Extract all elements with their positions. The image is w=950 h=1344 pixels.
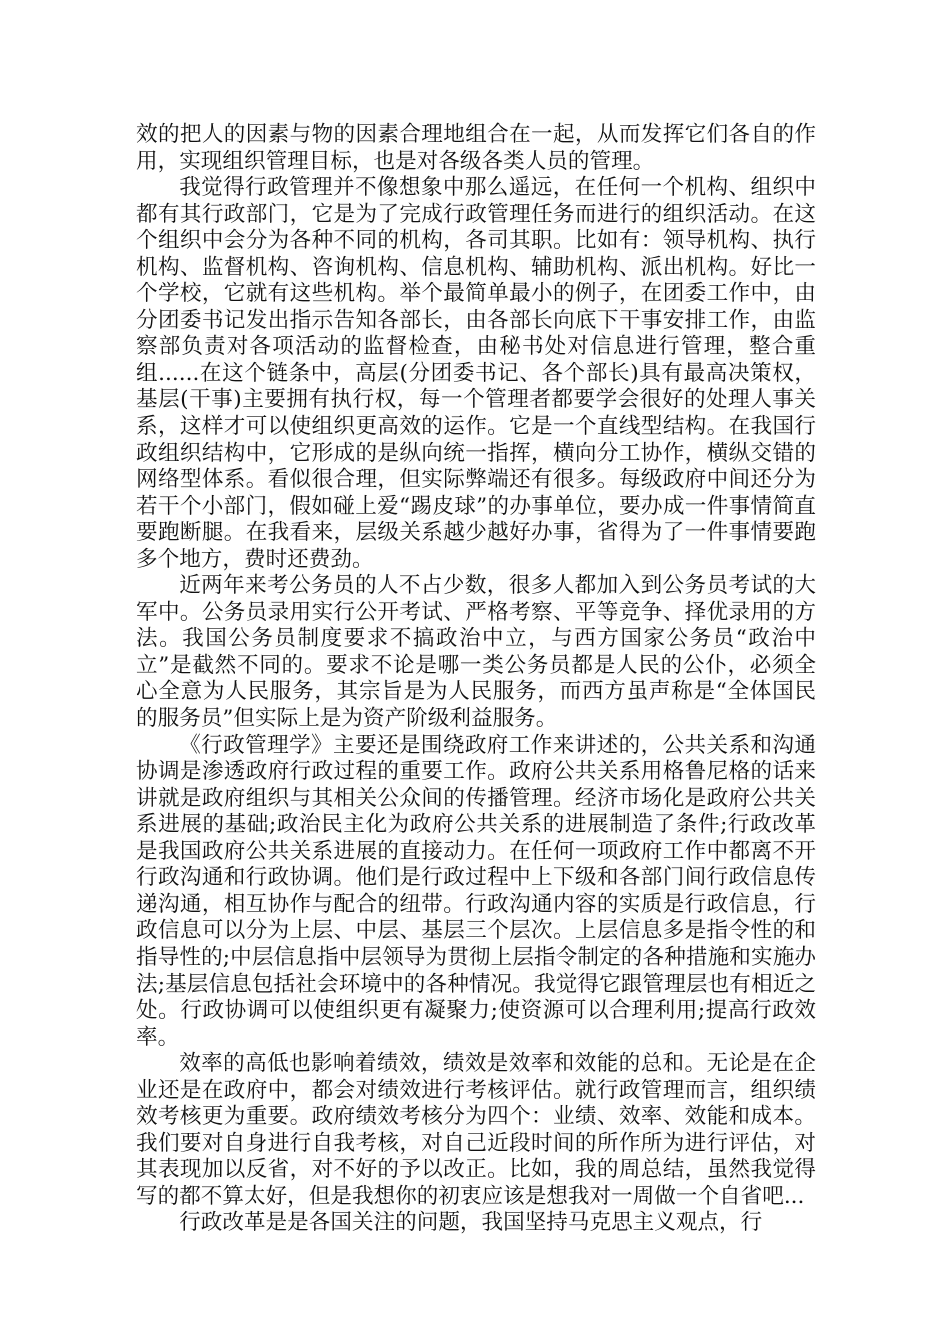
paragraph-3: 近两年来考公务员的人不占少数，很多人都加入到公务员考试的大军中。公务员录用实行公开考试、严格考察、平等竞争、择优录用的方法。我国公务员制度要求不搞政治中立，与西方国家公务员“政治中立”是截然不同的。要求不论是哪一类公务员都是人民的公仆，必须全心全意为人民服务，其宗旨是为人民服务，而西方虽声称是“全体国民的服务员”但实际上是为资产阶级利益服务。 [136, 573, 816, 732]
paragraph-2: 我觉得行政管理并不像想象中那么遥远，在任何一个机构、组织中都有其行政部门，它是为了完成行政管理任务而进行的组织活动。在这个组织中会分为各种不同的机构，各司其职。比如有：领导机构、执行机构、监督机构、咨询机构、信息机构、辅助机构、派出机构。好比一个学校，它就有这些机构。举个最简单最小的例子，在团委工作中，由分团委书记发出指示告知各部长，由各部长向底下干事安排工作，由监察部负责对各项活动的监督检查，由秘书处对信息进行管理，整合重组......在这个链条中，高层(分团委书记、各个部长)具有最高决策权，基层(干事)主要拥有执行权，每一个管理者都要学会很好的处理人事关系，这样才可以使组织更高效的运作。它是一个直线型结构。在我国行政组织结构中，它形成的是纵向统一指挥，横向分工协作，横纵交错的网络型体系。看似很合理，但实际弊端还有很多。每级政府中间还分为若干个小部门，假如碰上爱“踢皮球”的办事单位，要办成一件事情简直要跑断腿。在我看来，层级关系越少越好办事，省得为了一件事情要跑多个地方，费时还费劲。 [136, 175, 816, 572]
paragraph-5: 效率的高低也影响着绩效，绩效是效率和效能的总和。无论是在企业还是在政府中，都会对绩效进行考核评估。就行政管理而言，组织绩效考核更为重要。政府绩效考核分为四个：业绩、效率、效能和成本。我们要对自身进行自我考核，对自己近段时间的所作所为进行评估，对其表现加以反省，对不好的予以改正。比如，我的周总结，虽然我觉得写的都不算太好，但是我想你的初衷应该是想我对一周做一个自省吧... [136, 1051, 816, 1209]
document-body [136, 122, 816, 1237]
paragraph-1: 效的把人的因素与物的因素合理地组合在一起，从而发挥它们各自的作用，实现组织管理目标，也是对各级各类人员的管理。 [136, 122, 816, 174]
paragraph-4: 《行政管理学》主要还是围绕政府工作来讲述的，公共关系和沟通协调是渗透政府行政过程的重要工作。政府公共关系用格鲁尼格的话来讲就是政府组织与其相关公众间的传播管理。经济市场化是政府公共关系进展的基础;政治民主化为政府公共关系的进展制造了条件;行政改革是我国政府公共关系进展的直接动力。在任何一项政府工作中都离不开行政沟通和行政协调。他们是行政过程中上下级和各部门间行政信息传递沟通，相互协作与配合的纽带。行政沟通内容的实质是行政信息，行政信息可以分为上层、中层、基层三个层次。上层信息多是指令性的和指导性的;中层信息指中层领导为贯彻上层指令制定的各种措施和实施办法;基层信息包括社会环境中的各种情况。我觉得它跟管理层也有相近之处。行政协调可以使组织更有凝聚力;使资源可以合理利用;提高行政效率。 [136, 732, 816, 1050]
paragraph-6: 行政改革是是各国关注的问题，我国坚持马克思主义观点，行 [179, 1210, 763, 1236]
